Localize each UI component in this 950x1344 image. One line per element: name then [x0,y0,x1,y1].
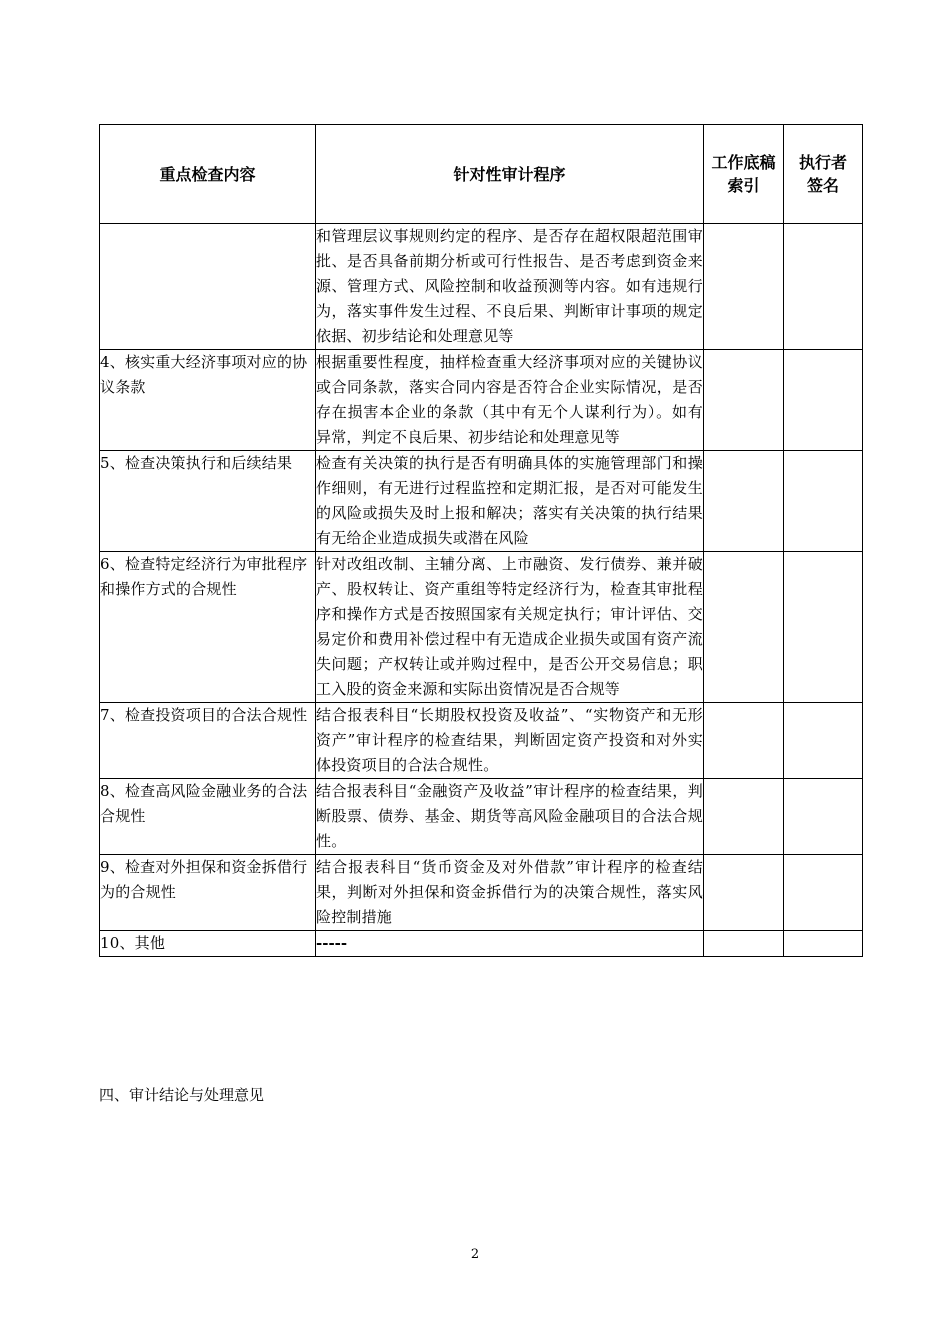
page-number: 2 [470,1247,480,1262]
row-signature-cell [784,224,863,350]
row-procedure: 结合报表科目“金融资产及收益”审计程序的检查结果，判断股票、债券、基金、期货等高风险金融项目的合法合规性。 [316,779,704,855]
row-workpaper-cell [704,451,784,552]
row-signature-cell [784,350,863,451]
row-item: 7、检查投资项目的合法合规性 [100,703,316,779]
section-heading-audit-conclusion: 四、审计结论与处理意见 [99,1086,265,1104]
table-row [100,931,863,957]
row-procedure: 结合报表科目“长期股权投资及收益”、“实物资产和无形资产”审计程序的检查结果，判断固定资产投资和对外实体投资项目的合法合规性。 [316,703,704,779]
audit-procedure-table [99,124,863,957]
row-procedure: 根据重要性程度，抽样检查重大经济事项对应的关键协议或合同条款，落实合同内容是否符合企业实际情况，是否存在损害本企业的条款（其中有无个人谋利行为）。如有异常，判定不良后果、初步结论和处理意见等 [316,350,704,451]
header-executor-signature: 执行者签名 [784,125,863,224]
table-row [100,350,863,451]
row-procedure: 和管理层议事规则约定的程序、是否存在超权限超范围审批、是否具备前期分析或可行性报告、是否考虑到资金来源、管理方式、风险控制和收益预测等内容。如有违规行为，落实事件发生过程、不良后果、判断审计事项的规定依据、初步结论和处理意见等 [316,224,704,350]
row-item [100,224,316,350]
row-item: 8、检查高风险金融业务的合法合规性 [100,779,316,855]
row-signature-cell [784,703,863,779]
header-key-content: 重点检查内容 [100,125,316,224]
row-procedure [316,931,704,957]
row-workpaper-cell [704,779,784,855]
table-row [100,855,863,931]
table-row [100,224,863,350]
dash-placeholder: ----- [316,934,348,952]
table-row [100,703,863,779]
row-signature-cell [784,451,863,552]
header-workpaper-index: 工作底稿索引 [704,125,784,224]
row-procedure: 结合报表科目“货币资金及对外借款”审计程序的检查结果，判断对外担保和资金拆借行为的决策合规性，落实风险控制措施 [316,855,704,931]
row-signature-cell [784,552,863,703]
row-workpaper-cell [704,931,784,957]
row-item: 4、核实重大经济事项对应的协议条款 [100,350,316,451]
table-header-row [100,125,863,224]
table-row [100,451,863,552]
row-workpaper-cell [704,855,784,931]
table-row [100,779,863,855]
row-item: 5、检查决策执行和后续结果 [100,451,316,552]
row-workpaper-cell [704,224,784,350]
row-procedure: 检查有关决策的执行是否有明确具体的实施管理部门和操作细则，有无进行过程监控和定期汇报，是否对可能发生的风险或损失及时上报和解决；落实有关决策的执行结果有无给企业造成损失或潜在风险 [316,451,704,552]
row-item: 10、其他 [100,931,316,957]
row-workpaper-cell [704,703,784,779]
header-audit-procedure: 针对性审计程序 [316,125,704,224]
row-procedure: 针对改组改制、主辅分离、上市融资、发行债券、兼并破产、股权转让、资产重组等特定经济行为，检查其审批程序和操作方式是否按照国家有关规定执行；审计评估、交易定价和费用补偿过程中有无造成企业损失或国有资产流失问题；产权转让或并购过程中，是否公开交易信息；职工入股的资金来源和实际出资情况是否合规等 [316,552,704,703]
row-signature-cell [784,779,863,855]
row-item: 6、检查特定经济行为审批程序和操作方式的合规性 [100,552,316,703]
row-signature-cell [784,855,863,931]
row-workpaper-cell [704,552,784,703]
row-item: 9、检查对外担保和资金拆借行为的合规性 [100,855,316,931]
row-workpaper-cell [704,350,784,451]
row-signature-cell [784,931,863,957]
table-row [100,552,863,703]
